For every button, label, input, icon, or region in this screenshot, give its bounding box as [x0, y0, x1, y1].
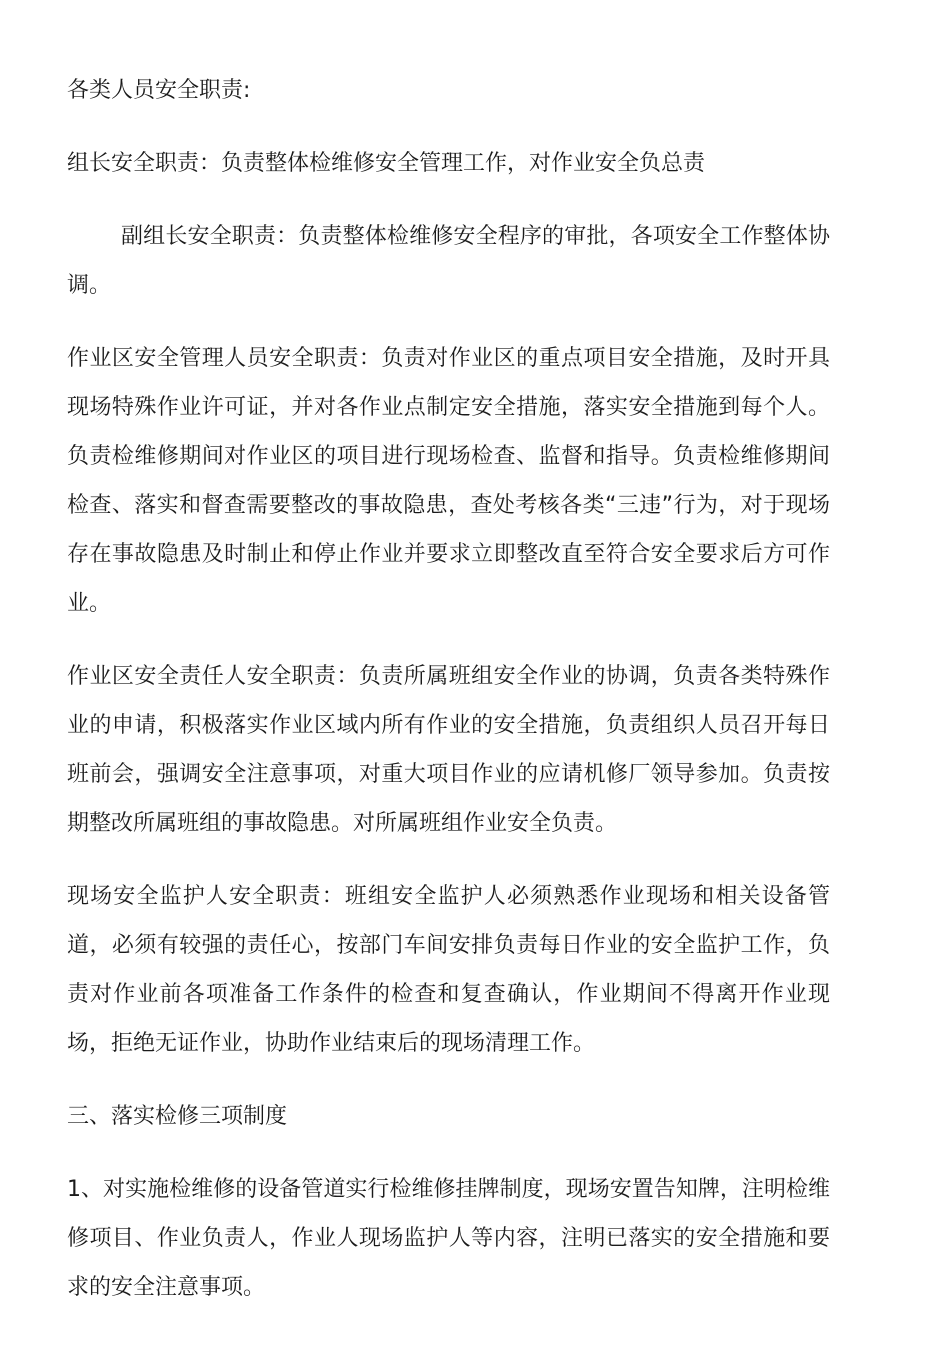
section-heading-personnel-duties: 各类人员安全职责:: [67, 78, 251, 103]
paragraph-site-guardian-duties: 现场安全监护人安全职责：班组安全监护人必须熟悉作业现场和相关设备管道，必须有较强的责任心，按部门车间安排负责每日作业的安全监护工作，负责对作业前各项准备工作条件的检查和复查确认，作业期间不得离开作业现场，拒绝无证作业，协助作业结束后的现场清理工作。: [67, 884, 830, 1056]
paragraph-tagging-system: 1、对实施检维修的设备管道实行检维修挂牌制度，现场安置告知牌，注明检维修项目、作业负责人，作业人现场监护人等内容，注明已落实的安全措施和要求的安全注意事项。: [67, 1177, 830, 1300]
section-heading-three-systems: 三、落实检修三项制度: [67, 1104, 288, 1129]
paragraph-area-safety-manager-duties: 作业区安全管理人员安全职责：负责对作业区的重点项目安全措施，及时开具现场特殊作业许可证，并对各作业点制定安全措施，落实安全措施到每个人。负责检维修期间对作业区的项目进行现场检查、监督和指导。负责检维修期间检查、落实和督查需要整改的事故隐患，查处考核各类“三违”行为，对于现场存在事故隐患及时制止和停止作业并要求立即整改直至符合安全要求后方可作业。: [67, 346, 830, 616]
paragraph-leader-duties: 组长安全职责：负责整体检维修安全管理工作，对作业安全负总责: [67, 151, 706, 176]
paragraph-area-responsible-person-duties: 作业区安全责任人安全职责：负责所属班组安全作业的协调，负责各类特殊作业的申请，积极落实作业区域内所有作业的安全措施，负责组织人员召开每日班前会，强调安全注意事项，对重大项目作业的应请机修厂领导参加。负责按期整改所属班组的事故隐患。对所属班组作业安全负责。: [67, 664, 830, 836]
paragraph-deputy-leader-duties: 副组长安全职责：负责整体检维修安全程序的审批，各项安全工作整体协调。: [67, 224, 830, 298]
